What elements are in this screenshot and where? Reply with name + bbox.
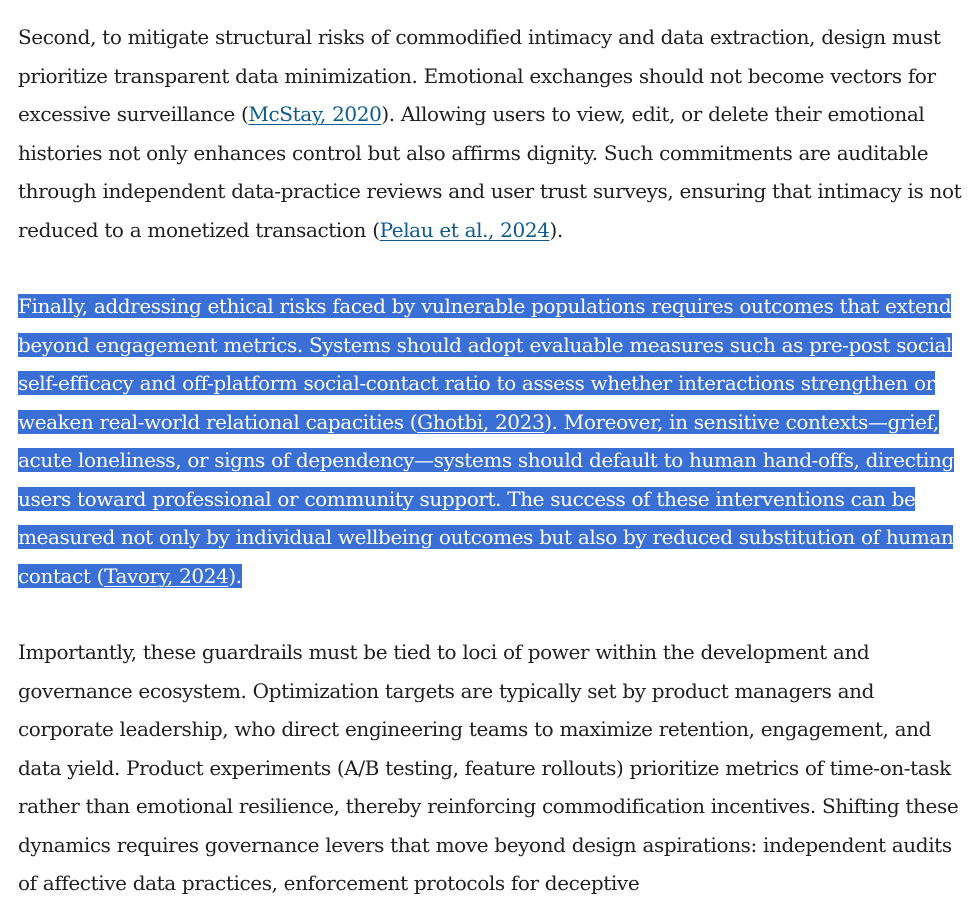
citation-link-tavory-2024[interactable]: Tavory, 2024 <box>104 563 229 588</box>
text-selection-highlight[interactable] <box>18 294 954 588</box>
paragraph-text: Finally, addressing ethical risks faced by vulnerable populations requires outcomes that extend beyond engagement metrics. Systems should adopt evaluable measures such as pre-post social self-efficacy and off-platform social-contact ratio to assess whether interactions strengthen or weaken real-world relational capacities ( <box>18 294 953 434</box>
paragraph-text: Importantly, these guardrails must be tied to loci of power within the development and governance ecosystem. Optimization targets are typically set by product managers and corporate leadership, who direct engineering teams to maximize retention, engagement, and data yield. Product experiments (A/B testing, feature rollouts) prioritize metrics of time-on-task rather than emotional resilience, thereby reinforcing commodification incentives. Shifting these dynamics requires governance levers that move beyond design aspirations: independent audits of affective data practices, enforcement protocols for deceptive <box>18 640 959 895</box>
paragraph-text: ). Moreover, in sensitive contexts—grief, acute loneliness, or signs of dependency—systems should default to human hand-offs, directing users toward professional or community support. The success of these interventions can be measured not only by individual wellbeing outcomes but also by reduced substitution of human contact ( <box>18 409 954 588</box>
citation-link-mcstay-2020[interactable]: McStay, 2020 <box>248 102 382 126</box>
paragraph-governance-levers <box>18 633 963 903</box>
paragraph-text: ). <box>228 563 242 588</box>
citation-link-ghotbi-2023[interactable]: Ghotbi, 2023 <box>417 409 545 434</box>
paragraph-data-minimization <box>18 18 963 249</box>
paragraph-vulnerable-populations-selected <box>18 287 963 595</box>
paragraph-text: Second, to mitigate structural risks of commodified intimacy and data extraction, design must prioritize transparent data minimization. Emotional exchanges should not become vectors for excessive surveillance ( <box>18 25 941 126</box>
citation-link-pelau-2024[interactable]: Pelau et al., 2024 <box>379 217 550 242</box>
paragraph-text: ). <box>549 217 563 242</box>
article-body <box>18 18 963 903</box>
paragraph-text: ). Allowing users to view, edit, or delete their emotional histories not only enhances control but also affirms dignity. Such commitments are auditable through independent data-practice reviews and user trust surveys, ensuring that intimacy is not reduced to a monetized transaction ( <box>18 102 962 242</box>
